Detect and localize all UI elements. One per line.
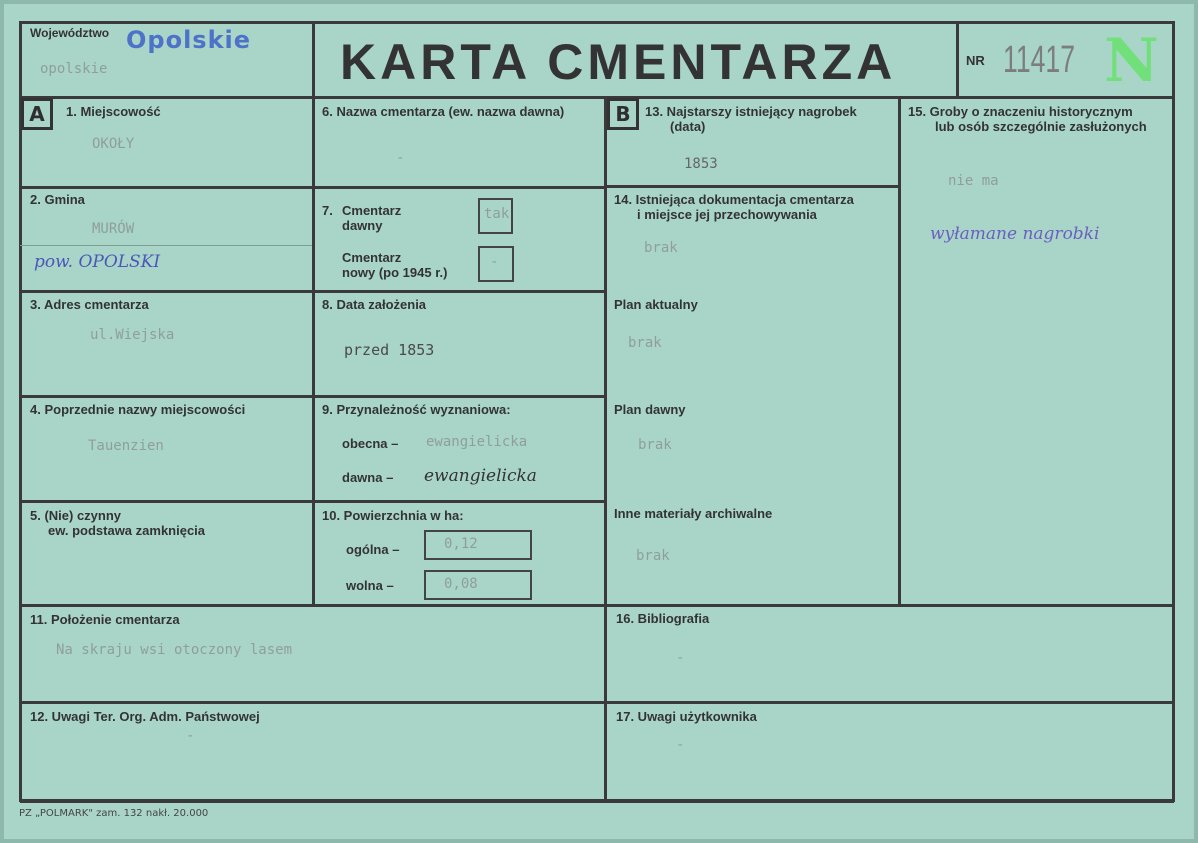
field-15-sublabel: lub osób szczególnie zasłużonych — [935, 119, 1147, 134]
field-15-value: nie ma — [948, 173, 999, 189]
field-9-dawna-label: dawna – — [342, 470, 394, 485]
frame-line — [605, 185, 899, 188]
field-6-label: 6. Nazwa cmentarza (ew. nazwa dawna) — [322, 104, 565, 119]
thin-divider — [20, 245, 312, 246]
field-10-ogolna-value: 0,12 — [444, 536, 478, 552]
field-15-handwritten: wyłamane nagrobki — [930, 224, 1100, 244]
field-7-label: 7. — [322, 203, 333, 218]
field-1-label: 1. Miejscowość — [66, 104, 161, 119]
field-16-label: 16. Bibliografia — [616, 611, 710, 626]
frame-line — [604, 96, 607, 800]
nr-value: 11417 — [1003, 39, 1076, 81]
frame-line — [20, 799, 1174, 803]
printer-footer: PZ „POLMARK" zam. 132 nakł. 20.000 — [19, 808, 209, 819]
field-9-label: 9. Przynależność wyznaniowa: — [322, 402, 511, 417]
field-5-sublabel: ew. podstawa zamknięcia — [48, 523, 206, 538]
field-14-value: brak — [644, 240, 678, 256]
plan-aktualny-label: Plan aktualny — [614, 297, 698, 312]
field-7-nowy-label: Cmentarz — [342, 250, 402, 265]
frame-line — [20, 395, 606, 398]
plan-dawny-value: brak — [638, 437, 672, 453]
field-7-nowy-value: - — [490, 254, 499, 270]
field-2-value: MURÓW — [92, 221, 135, 237]
field-7-dawny-sublabel: dawny — [342, 218, 383, 233]
field-3-label: 3. Adres cmentarza — [30, 297, 149, 312]
nr-label: NR — [966, 53, 985, 68]
frame-line — [312, 21, 315, 605]
section-b-marker: B — [607, 98, 639, 130]
frame-line — [20, 21, 1174, 24]
frame-line — [20, 186, 606, 189]
field-4-label: 4. Poprzednie nazwy miejscowości — [30, 402, 246, 417]
field-8-value: przed 1853 — [344, 341, 435, 359]
field-13-sublabel: (data) — [670, 119, 706, 134]
field-9-dawna-value: ewangielicka — [424, 466, 537, 486]
frame-line — [956, 21, 959, 97]
field-10-wolna-value: 0,08 — [444, 576, 478, 592]
field-17-value: - — [676, 737, 685, 753]
wojewodztwo-label: Województwo — [30, 26, 110, 40]
field-10-wolna-label: wolna – — [346, 578, 394, 593]
frame-line — [1172, 21, 1175, 802]
green-marker: N — [1104, 26, 1159, 96]
field-10-ogolna-box — [424, 530, 532, 560]
field-13-value: 1853 — [684, 156, 718, 172]
page-title: KARTA CMENTARZA — [340, 34, 897, 90]
field-13-label: 13. Najstarszy istniejący nagrobek — [645, 104, 857, 119]
field-10-label: 10. Powierzchnia w ha: — [322, 508, 464, 523]
field-16-value: - — [676, 650, 685, 666]
wojewodztwo-stamp: Opolskie — [126, 26, 252, 54]
field-8-label: 8. Data założenia — [322, 297, 427, 312]
field-3-value: ul.Wiejska — [90, 327, 175, 343]
frame-line — [20, 290, 606, 293]
frame-line — [19, 21, 22, 802]
frame-line — [20, 701, 1174, 704]
field-9-obecna-value: ewangielicka — [426, 434, 528, 450]
plan-aktualny-value: brak — [628, 335, 662, 351]
wojewodztwo-value: opolskie — [40, 61, 108, 77]
inne-materialy-value: brak — [636, 548, 670, 564]
frame-line — [20, 96, 1174, 99]
field-11-value: Na skraju wsi otoczony lasem — [56, 642, 293, 658]
field-7-dawny-value: tak — [484, 206, 510, 222]
field-6-value: - — [396, 150, 405, 166]
frame-line — [898, 96, 901, 605]
field-2-label: 2. Gmina — [30, 192, 85, 207]
field-4-value: Tauenzien — [88, 438, 164, 454]
field-7-dawny-label: Cmentarz — [342, 203, 402, 218]
inne-materialy-label: Inne materiały archiwalne — [614, 506, 773, 521]
frame-line — [20, 500, 606, 503]
field-11-label: 11. Położenie cmentarza — [30, 612, 180, 627]
field-14-sublabel: i miejsce jej przechowywania — [637, 207, 817, 222]
field-12-label: 12. Uwagi Ter. Org. Adm. Państwowej — [30, 709, 260, 724]
plan-dawny-label: Plan dawny — [614, 402, 686, 417]
field-2-handwritten: pow. OPOLSKI — [34, 252, 161, 272]
field-12-value: - — [186, 728, 195, 744]
field-5-label: 5. (Nie) czynny — [30, 508, 122, 523]
frame-line — [20, 604, 1174, 607]
field-1-value: OKOŁY — [92, 136, 135, 152]
field-15-label: 15. Groby o znaczeniu historycznym — [908, 104, 1133, 119]
field-10-wolna-box — [424, 570, 532, 600]
section-a-marker: A — [21, 98, 53, 130]
field-7-nowy-sublabel: nowy (po 1945 r.) — [342, 265, 448, 280]
field-14-label: 14. Istniejąca dokumentacja cmentarza — [614, 192, 854, 207]
field-10-ogolna-label: ogólna – — [346, 542, 400, 557]
field-17-label: 17. Uwagi użytkownika — [616, 709, 757, 724]
field-9-obecna-label: obecna – — [342, 436, 399, 451]
